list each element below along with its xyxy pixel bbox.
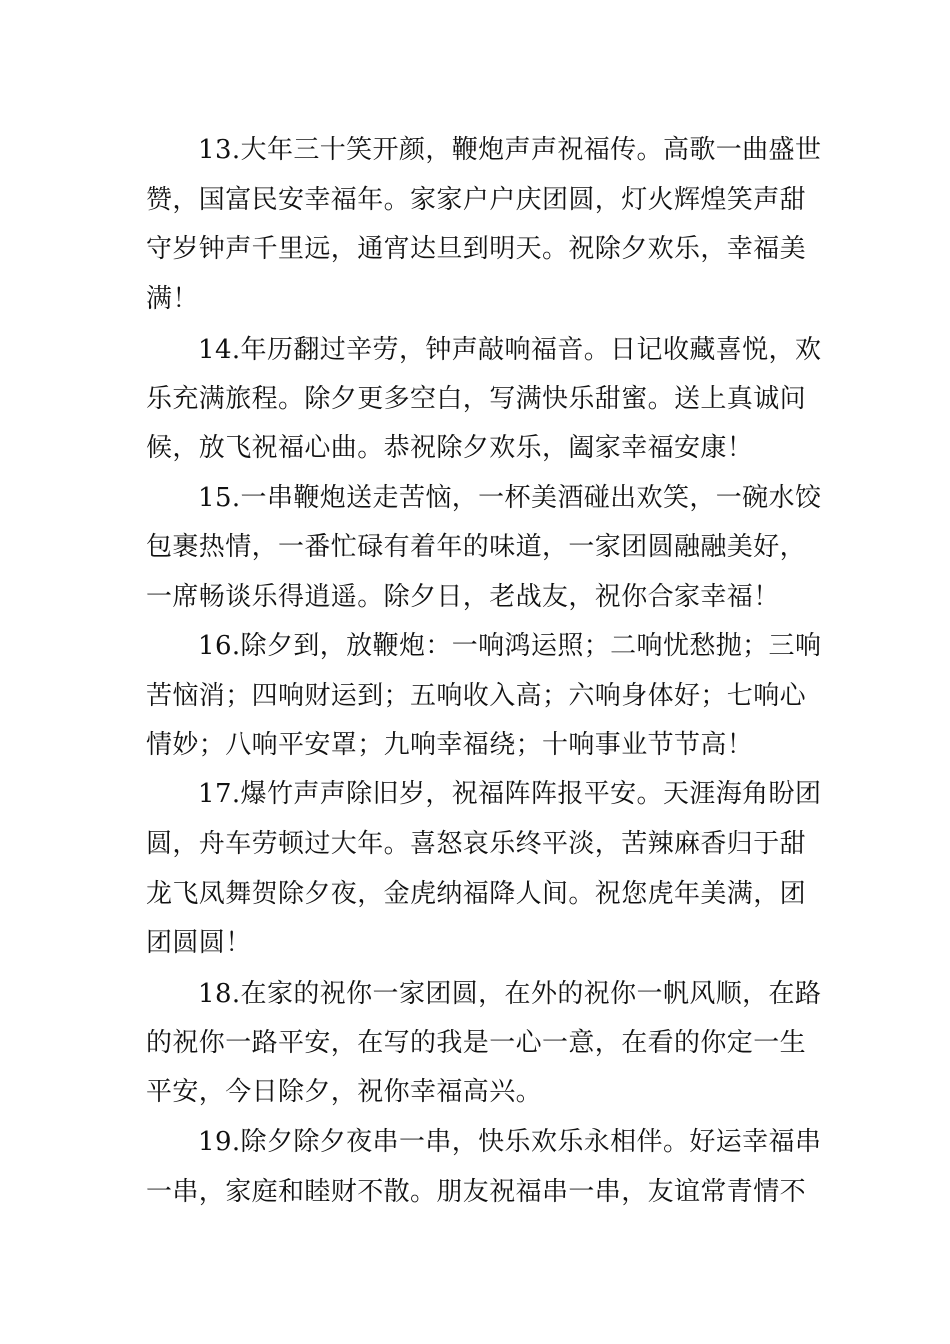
paragraph-line: 满！ — [146, 284, 199, 314]
paragraph-line: 19.除夕除夕夜串一串，快乐欢乐永相伴。好运幸福串 — [198, 1127, 822, 1157]
paragraph-line: 17.爆竹声声除旧岁，祝福阵阵报平安。天涯海角盼团 — [198, 779, 822, 809]
paragraph-line: 一串，家庭和睦财不散。朋友祝福串一串，友谊常青情不 — [146, 1177, 807, 1207]
paragraph-line: 赞，国富民安幸福年。家家户户庆团圆，灯火辉煌笑声甜 — [146, 185, 807, 215]
paragraph-line: 18.在家的祝你一家团圆，在外的祝你一帆风顺，在路 — [198, 979, 822, 1009]
paragraph-line: 的祝你一路平安，在写的我是一心一意，在看的你定一生 — [146, 1028, 807, 1058]
paragraph-line: 乐充满旅程。除夕更多空白，写满快乐甜蜜。送上真诚问 — [146, 384, 807, 414]
paragraph-line: 一席畅谈乐得逍遥。除夕日，老战友，祝你合家幸福！ — [146, 582, 780, 612]
paragraph-line: 情妙；八响平安罩；九响幸福绕；十响事业节节高！ — [146, 730, 754, 760]
paragraph-line: 平安，今日除夕，祝你幸福高兴。 — [146, 1077, 543, 1107]
paragraph-line: 守岁钟声千里远，通宵达旦到明天。祝除夕欢乐，幸福美 — [146, 234, 807, 264]
paragraph-line: 候，放飞祝福心曲。恭祝除夕欢乐，阖家幸福安康！ — [146, 433, 754, 463]
paragraph-line: 14.年历翻过辛劳，钟声敲响福音。日记收藏喜悦，欢 — [198, 335, 822, 365]
paragraph-line: 圆，舟车劳顿过大年。喜怒哀乐终平淡，苦辣麻香归于甜 — [146, 829, 807, 859]
paragraph-line: 龙飞凤舞贺除夕夜，金虎纳福降人间。祝您虎年美满，团 — [146, 879, 807, 909]
paragraph-line: 15.一串鞭炮送走苦恼，一杯美酒碰出欢笑，一碗水饺 — [198, 483, 822, 513]
paragraph-line: 13.大年三十笑开颜，鞭炮声声祝福传。高歌一曲盛世 — [198, 135, 822, 165]
paragraph-line: 苦恼消；四响财运到；五响收入高；六响身体好；七响心 — [146, 681, 807, 711]
paragraph-line: 团圆圆！ — [146, 928, 252, 958]
paragraph-line: 16.除夕到，放鞭炮：一响鸿运照；二响忧愁抛；三响 — [198, 631, 822, 661]
paragraph-line: 包裹热情，一番忙碌有着年的味道，一家团圆融融美好， — [146, 532, 807, 562]
